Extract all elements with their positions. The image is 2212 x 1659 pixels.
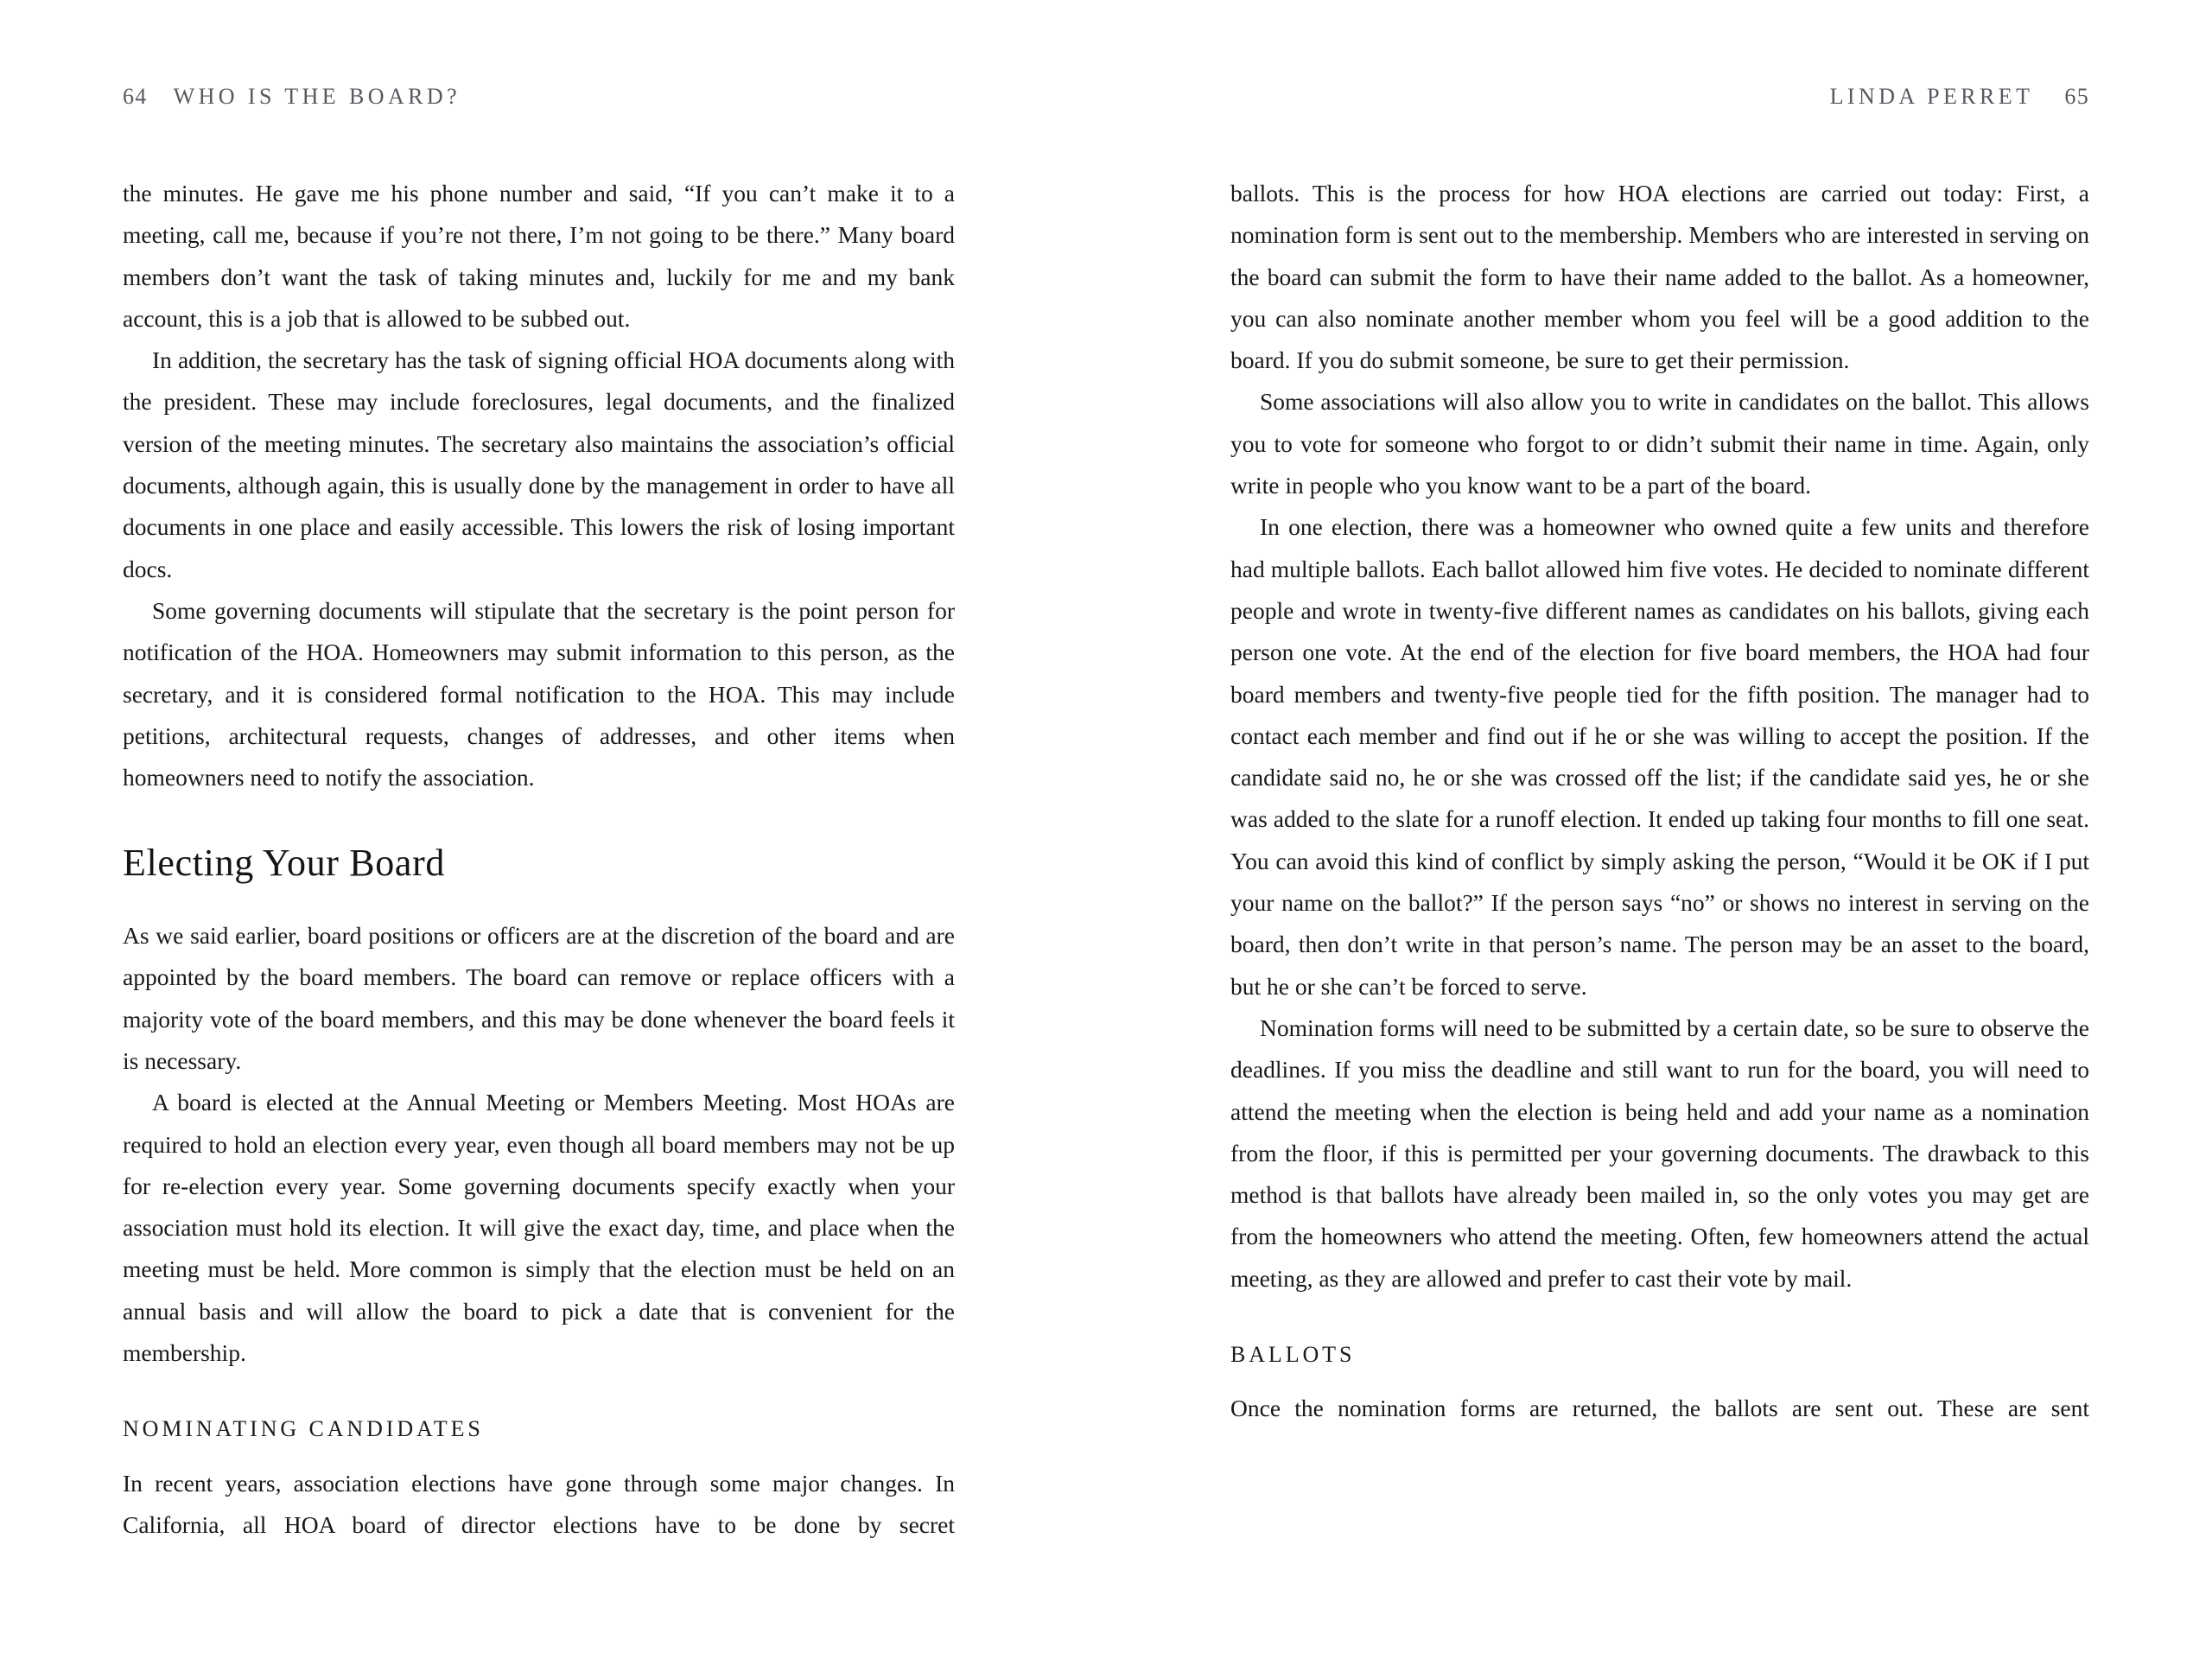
running-head-right xyxy=(1230,82,2089,111)
page-number-right: 65 xyxy=(2064,84,2089,109)
paragraph-continuation-left: the minutes. He gave me his phone number and said, “If you can’t make it to a meeting, call me, because if you’re not there, I’m not going to be there.” Many board members don’t want the task of taking minutes and, luckily for me and my bank account, this is a job that is allowed to be subbed out. xyxy=(123,180,955,332)
paragraph-secretary-notification: Some governing documents will stipulate that the secretary is the point person for notification of the HOA. Homeowners may submit information to this person, as the secretary, and it is considered formal notification to the HOA. This may include petitions, architectural requests, changes of addresses, and other items when homeowners need to notify the association. xyxy=(123,596,955,791)
paragraph-annual-meeting: A board is elected at the Annual Meeting or Members Meeting. Most HOAs are required to hold an election every year, even though all board members may not be up for re-election every year. Some governing documents specify exactly when your association must hold its election. It will give the exact day, time, and place when the meeting must be held. More common is simply that the election must be held on an annual basis and will allow the board to pick a date that is convenient for the membership. xyxy=(123,1089,955,1367)
paragraph-nomination-deadlines: Nomination forms will need to be submitted by a certain date, so be sure to observe the deadlines. If you miss the deadline and still want to run for the board, you will need to attend the meeting when the election is being held and add your name as a nomination from the floor, if this is permitted per your governing documents. The drawback to this method is that ballots have already been mailed in, so the only votes you may get are from the homeowners who attend the meeting. Often, few homeowners attend the actual meeting, as they are allowed and prefer to cast their vote by mail. xyxy=(1230,1014,2089,1292)
subheading-ballots: BALLOTS xyxy=(1230,1342,1356,1368)
subheading-nominating-candidates: NOMINATING CANDIDATES xyxy=(123,1416,484,1442)
page-number-left: 64 xyxy=(123,84,148,109)
page-left xyxy=(123,82,955,1546)
section-heading-electing-your-board: Electing Your Board xyxy=(123,842,446,885)
page-right xyxy=(1230,82,2089,1430)
paragraph-secretary-signing: In addition, the secretary has the task of signing official HOA documents along with the president. These may include foreclosures, legal documents, and the finalized version of the meeting minutes. The secretary also maintains the association’s official documents, although again, this is usually done by the management in order to have all documents in one place and easily accessible. This lowers the risk of losing important docs. xyxy=(123,346,955,582)
paragraph-board-positions: As we said earlier, board positions or officers are at the discretion of the board and are appointed by the board members. The board can remove or replace officers with a majority vote of the board members, and this may be done whenever the board feels it is necessary. xyxy=(123,922,955,1074)
paragraph-ballots-sent: Once the nomination forms are returned, the ballots are sent out. These are sent xyxy=(1230,1395,2089,1422)
running-author-right: LINDA PERRET xyxy=(1829,84,2034,109)
page-body-left xyxy=(123,173,955,1546)
page-body-right xyxy=(1230,173,2089,1430)
paragraph-continuation-right: ballots. This is the process for how HOA elections are carried out today: First, a nomination form is sent out to the membership. Members who are interested in serving on the board can submit the form to have their name added to the ballot. As a homeowner, you can also nominate another member whom you feel will be a good addition to the board. If you do submit someone, be sure to get their permission. xyxy=(1230,180,2089,374)
running-title-left: WHO IS THE BOARD? xyxy=(173,84,461,109)
paragraph-recent-changes: In recent years, association elections have gone through some major changes. In California, all HOA board of director elections have to be done by secret xyxy=(123,1469,955,1538)
paragraph-write-in-candidates: Some associations will also allow you to write in candidates on the ballot. This allows you to vote for someone who forgot to or didn’t submit their name in time. Again, only write in people who you know want to be a part of the board. xyxy=(1230,388,2089,499)
paragraph-one-election-story: In one election, there was a homeowner who owned quite a few units and therefore had multiple ballots. Each ballot allowed him five votes. He decided to nominate different people and wrote in twenty-five different names as candidates on his ballots, giving each person one vote. At the end of the election for five board members, the HOA had four board members and twenty-five people tied for the fifth position. The manager had to contact each member and find out if he or she was willing to accept the position. If the candidate said no, he or she was crossed off the list; if the candidate said yes, he or she was added to the slate for a runoff election. It ended up taking four months to fill one seat. You can avoid this kind of conflict by simply asking the person, “Would it be OK if I put your name on the ballot?” If the person says “no” or shows no interest in serving on the board, then don’t write in that person’s name. The person may be an asset to the board, but he or she can’t be forced to serve. xyxy=(1230,513,2089,1000)
running-head-left xyxy=(123,82,955,111)
